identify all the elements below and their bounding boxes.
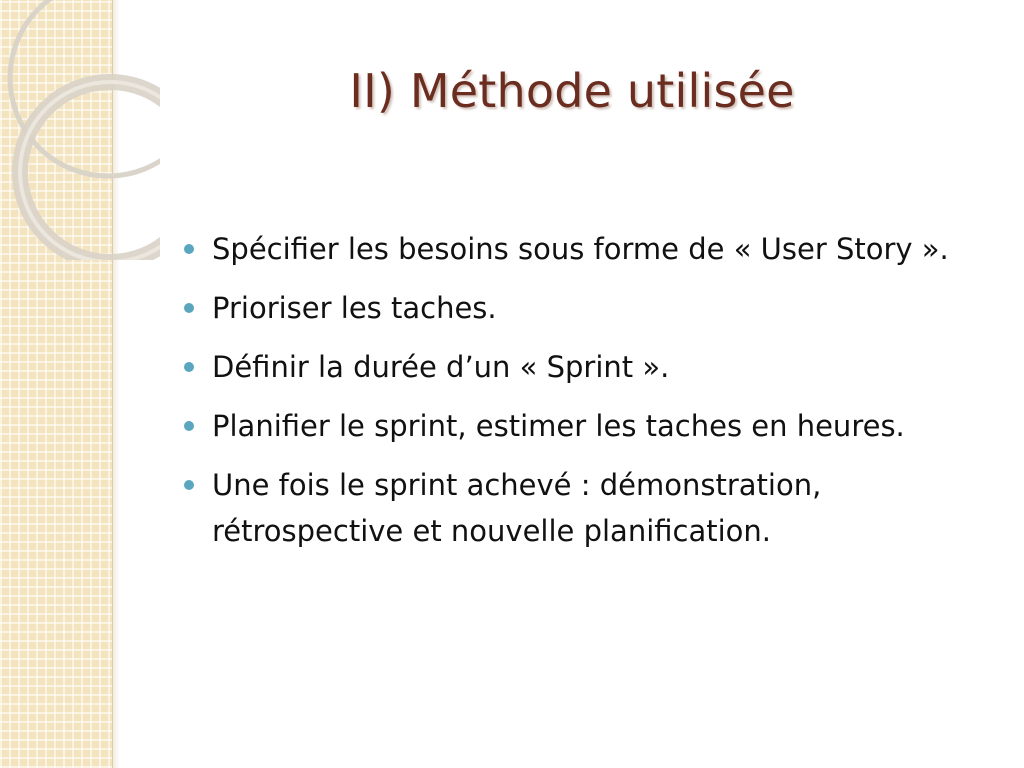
bullet-item-user-story bbox=[178, 226, 998, 272]
bullet-text: Une fois le sprint achevé : démonstration, rétrospective et nouvelle planification. bbox=[212, 468, 822, 548]
bullet-dot-icon bbox=[184, 421, 194, 431]
bullet-item-sprint-duration bbox=[178, 344, 998, 390]
bullet-dot-icon bbox=[184, 480, 194, 490]
bullet-list bbox=[178, 226, 998, 567]
bullet-item-plan-sprint bbox=[178, 403, 998, 449]
slide-title: II) Méthode utilisée bbox=[349, 64, 795, 118]
bullet-dot-icon bbox=[184, 303, 194, 313]
bullet-dot-icon bbox=[184, 362, 194, 372]
decorative-circles-icon bbox=[0, 0, 160, 260]
bullet-item-demo-retrospective bbox=[178, 462, 998, 554]
bullet-text: Définir la durée d’un « Sprint ». bbox=[212, 350, 670, 384]
bullet-dot-icon bbox=[184, 244, 194, 254]
bullet-text: Prioriser les taches. bbox=[212, 291, 497, 325]
bullet-item-prioritize bbox=[178, 285, 998, 331]
bullet-text: Planifier le sprint, estimer les taches en heures. bbox=[212, 409, 905, 443]
bullet-text: Spécifier les besoins sous forme de « User Story ». bbox=[212, 232, 949, 266]
